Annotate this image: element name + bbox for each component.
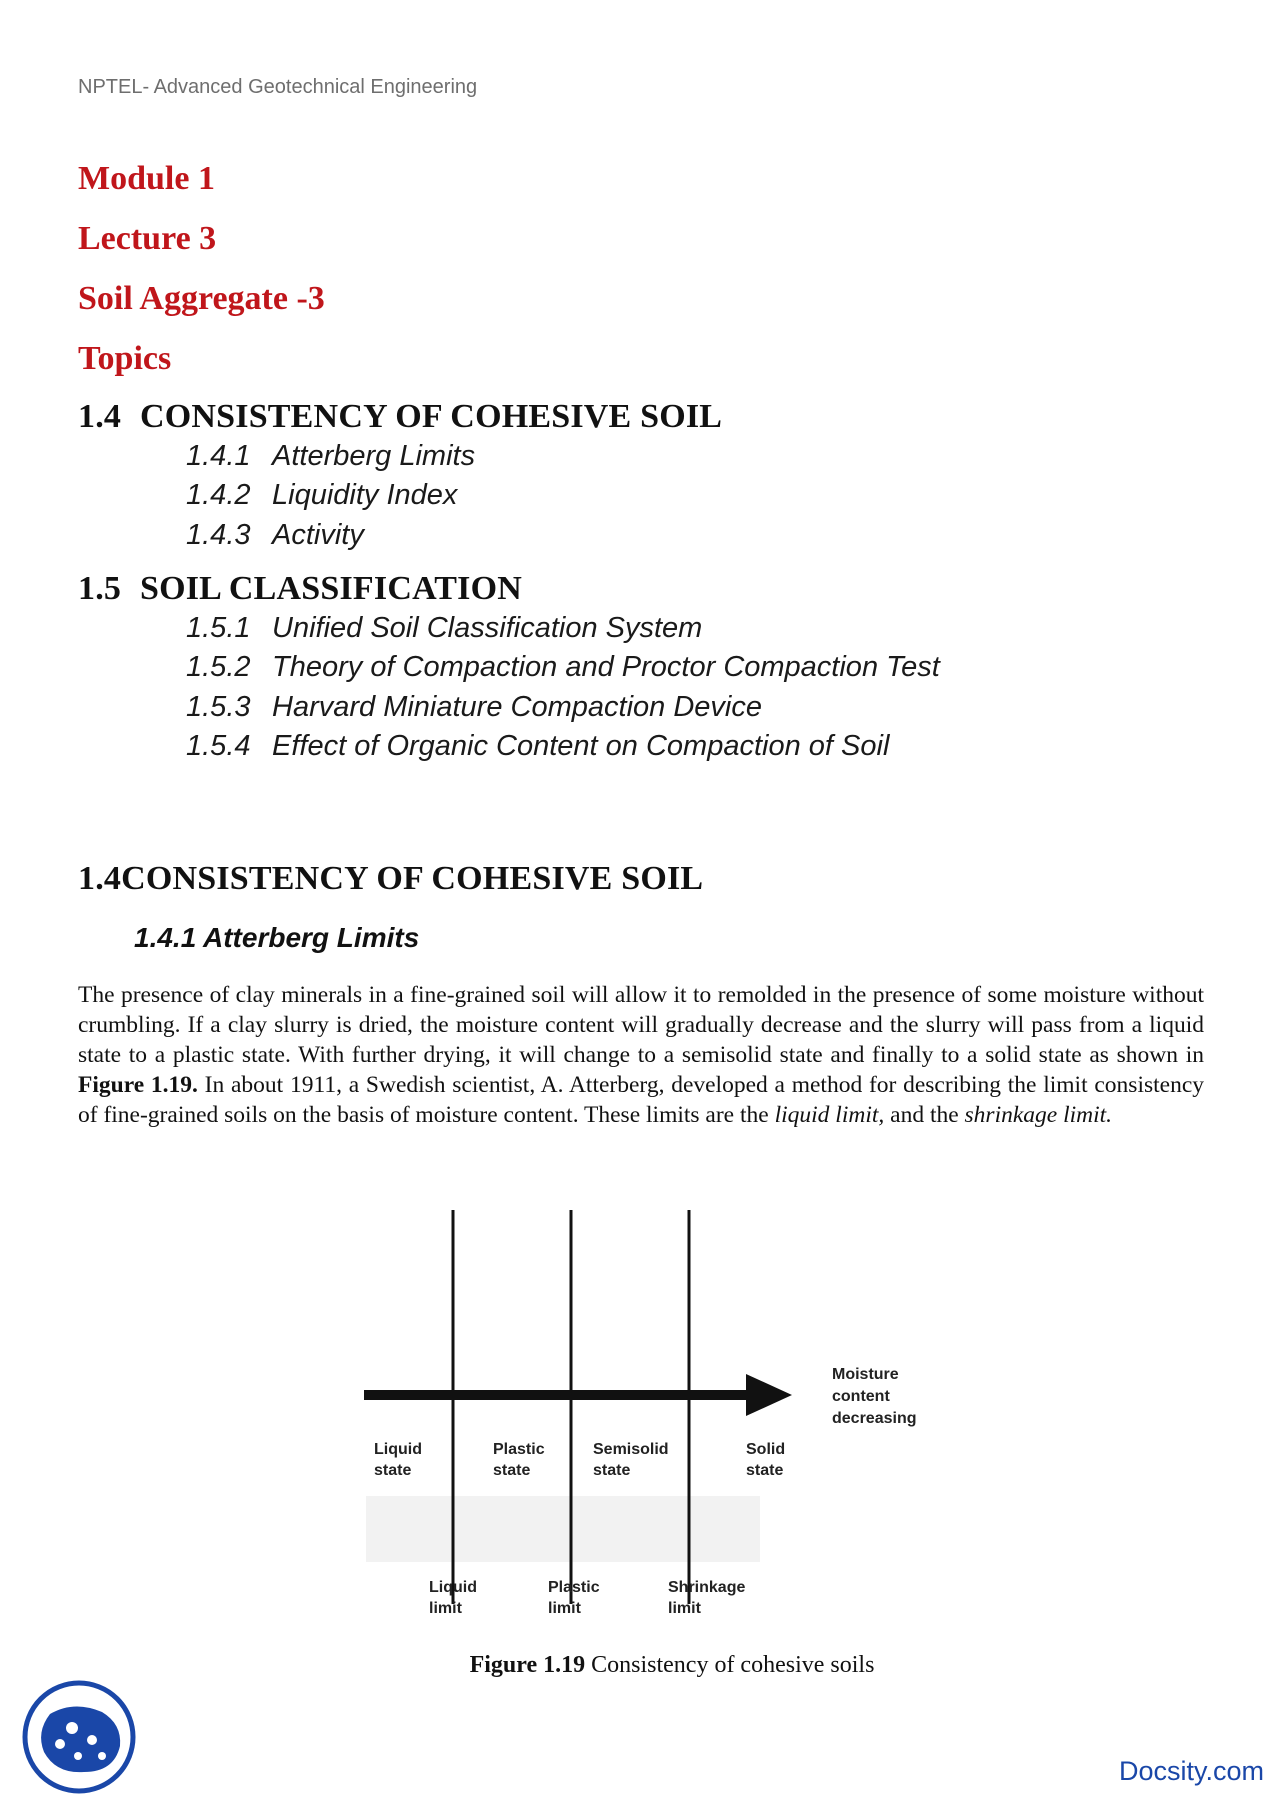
arrow-label-line-1: Moisture [832,1366,899,1383]
module-title: Module 1 [78,160,215,197]
figure-reference: Figure 1.19. [78,1072,198,1098]
subtopic-number: 1.5.1 [186,612,251,644]
subtopic-title: Liquidity Index [272,479,458,511]
subtopic-title: Theory of Compaction and Proctor Compaction Test [272,651,940,683]
docsity-logo-icon [22,1680,136,1794]
subtopic-number: 1.4.2 [186,479,251,511]
subtopic-number: 1.4.1 [186,440,251,472]
semisolid-state-label-2: state [593,1462,631,1479]
topics-label: Topics [78,340,172,377]
plastic-limit-label-2: limit [548,1600,581,1617]
section-heading: 1.4CONSISTENCY OF COHESIVE SOIL [78,860,704,897]
paragraph-text: and the [884,1102,965,1128]
shrinkage-limit-label-2: limit [668,1600,701,1617]
caption-text: Consistency of cohesive soils [585,1652,875,1678]
subsection-heading: 1.4.1 Atterberg Limits [134,922,420,953]
moisture-arrow-head [746,1374,792,1416]
paragraph-text: The presence of clay minerals in a fine-grained soil will allow it to remolded in the presence of some moisture without crumbling. If a clay slurry is dried, the moisture content will gradually decrease and the slurry will pass from a liquid state to a plastic state. With further drying, it will change to a semisolid state and finally to a solid state as shown in [78,982,1204,1068]
liquid-limit-term: liquid limit, [774,1102,885,1128]
liquid-limit-label: Liquid [429,1579,477,1596]
topic-number: 1.4 [78,398,122,435]
lecture-title: Lecture 3 [78,220,217,257]
subtopic-number: 1.5.2 [186,651,251,683]
document-title: Soil Aggregate -3 [78,280,325,317]
solid-state-label: Solid [746,1441,786,1458]
shrinkage-limit-term: shrinkage limit. [964,1102,1113,1128]
page-header: NPTEL- Advanced Geotechnical Engineering [78,76,478,98]
subtopic-number: 1.5.4 [186,730,251,762]
liquid-state-label: Liquid [374,1441,422,1458]
docsity-brand-link[interactable]: Docsity.com [1118,1756,1264,1786]
topic-number: 1.5 [78,570,122,607]
paragraph-text: In about 1911, a Swedish scientist, A. Atterberg, developed a method for describing the limit consistency of fine-grained soils on the basis of moisture content. These limits are the [78,1072,1205,1128]
semisolid-state-label: Semisolid [593,1441,669,1458]
liquid-state-label-2: state [374,1462,412,1479]
subtopic-title: Atterberg Limits [272,440,476,472]
plastic-state-label-2: state [493,1462,531,1479]
solid-state-label-2: state [746,1462,784,1479]
topic-title: CONSISTENCY OF COHESIVE SOIL [140,398,723,435]
plastic-limit-label: Plastic [548,1579,600,1596]
subtopic-title: Harvard Miniature Compaction Device [272,691,762,723]
subtopic-number: 1.4.3 [186,519,251,551]
subtopic-title: Unified Soil Classification System [272,612,703,644]
shrinkage-limit-label: Shrinkage [668,1579,746,1596]
caption-label: Figure 1.19 [469,1652,586,1678]
liquid-limit-label-2: limit [429,1600,462,1617]
arrow-label-line-3: decreasing [832,1410,917,1427]
figure-shaded-band [366,1496,760,1562]
figure-caption [0,1652,1280,1679]
subtopic-number: 1.5.3 [186,691,251,723]
subtopic-title: Effect of Organic Content on Compaction of Soil [272,730,890,762]
arrow-label-line-2: content [832,1388,890,1405]
topic-title: SOIL CLASSIFICATION [140,570,523,607]
plastic-state-label: Plastic [493,1441,545,1458]
subtopic-title: Activity [272,519,364,551]
